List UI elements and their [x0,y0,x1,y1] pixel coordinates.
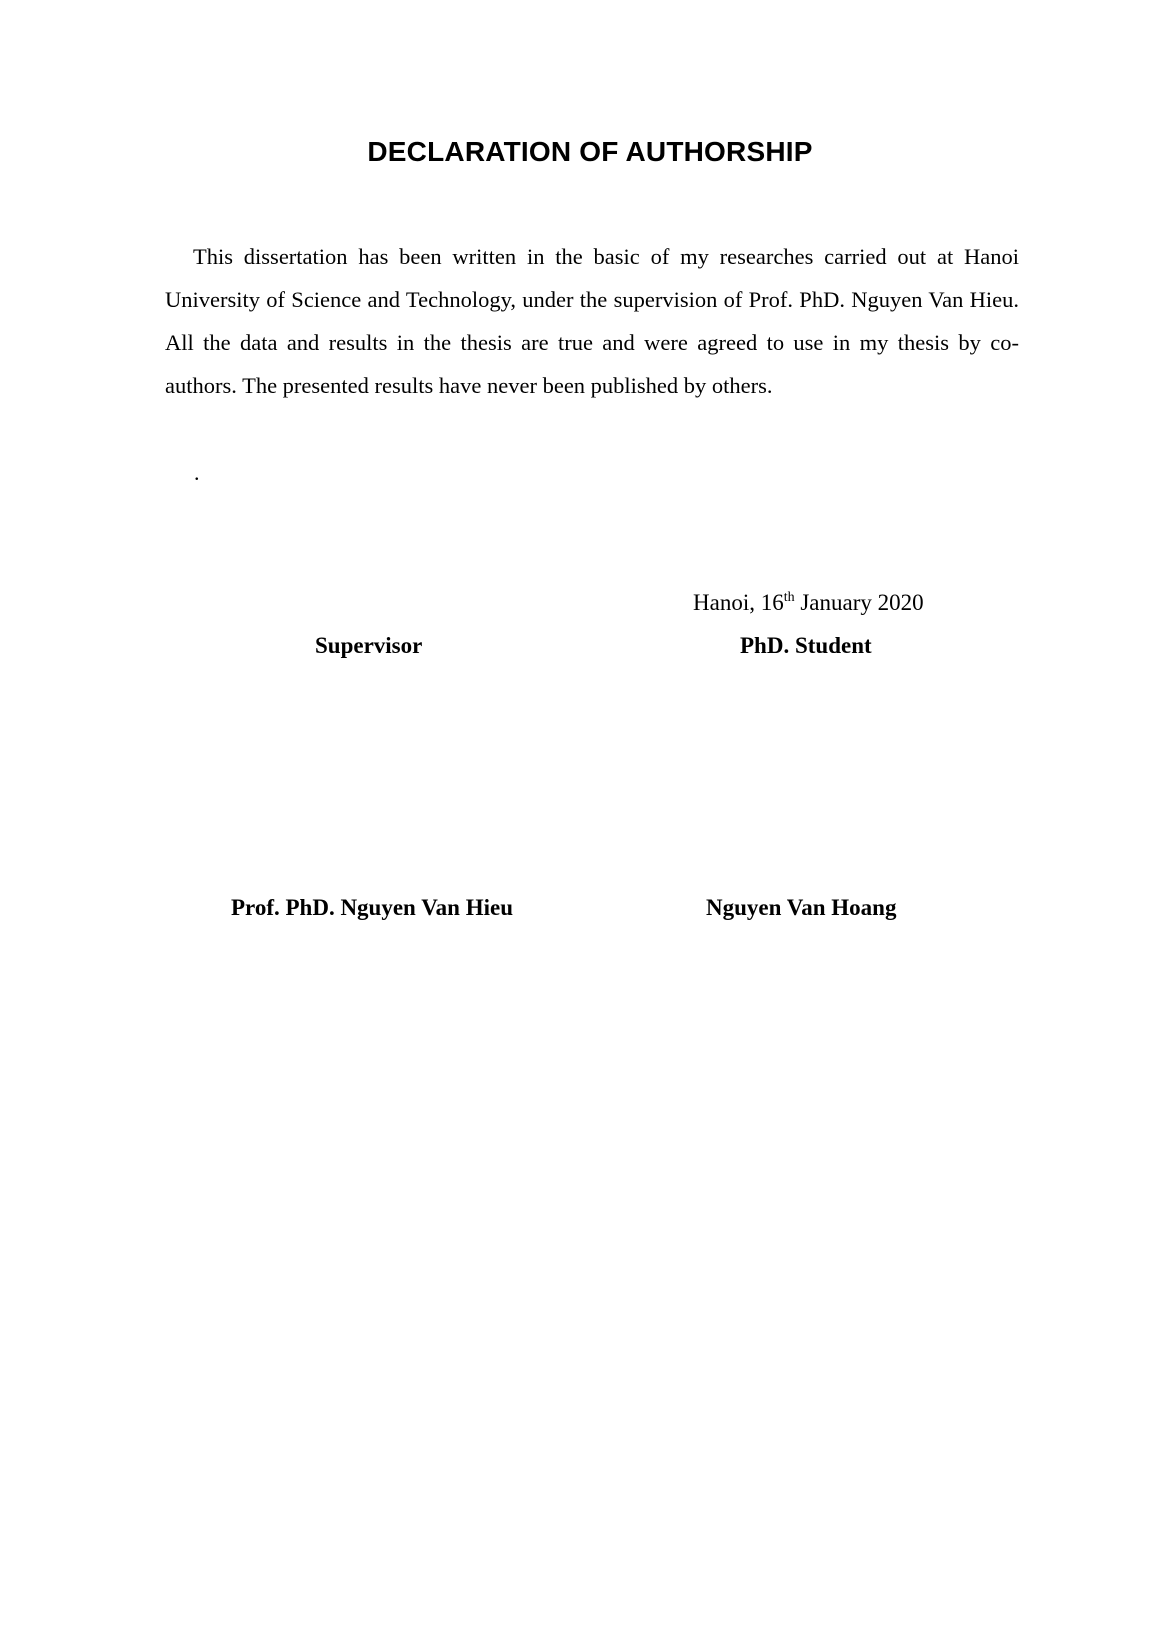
date-line [693,590,924,616]
date-month-year: January 2020 [794,590,924,615]
supervisor-name: Prof. PhD. Nguyen Van Hieu [231,895,514,920]
student-name: Nguyen Van Hoang [706,895,897,920]
date-day-suffix: th [783,590,795,605]
supervisor-role-label: Supervisor [315,633,423,658]
date-place-day: Hanoi, 16 [693,590,784,615]
page-title: DECLARATION OF AUTHORSHIP [367,136,813,167]
declaration-paragraph: This dissertation has been written in the basic of my researches carried out at Hanoi University of Science and Technology, under the supervision of Prof. PhD. Nguyen Van Hieu. All the data and results in the thesis are true and were agreed to use in my thesis by co-authors. The presented results have never been published by others. [165,244,1019,398]
student-role-label: PhD. Student [740,633,872,658]
stray-period: . [194,460,200,485]
